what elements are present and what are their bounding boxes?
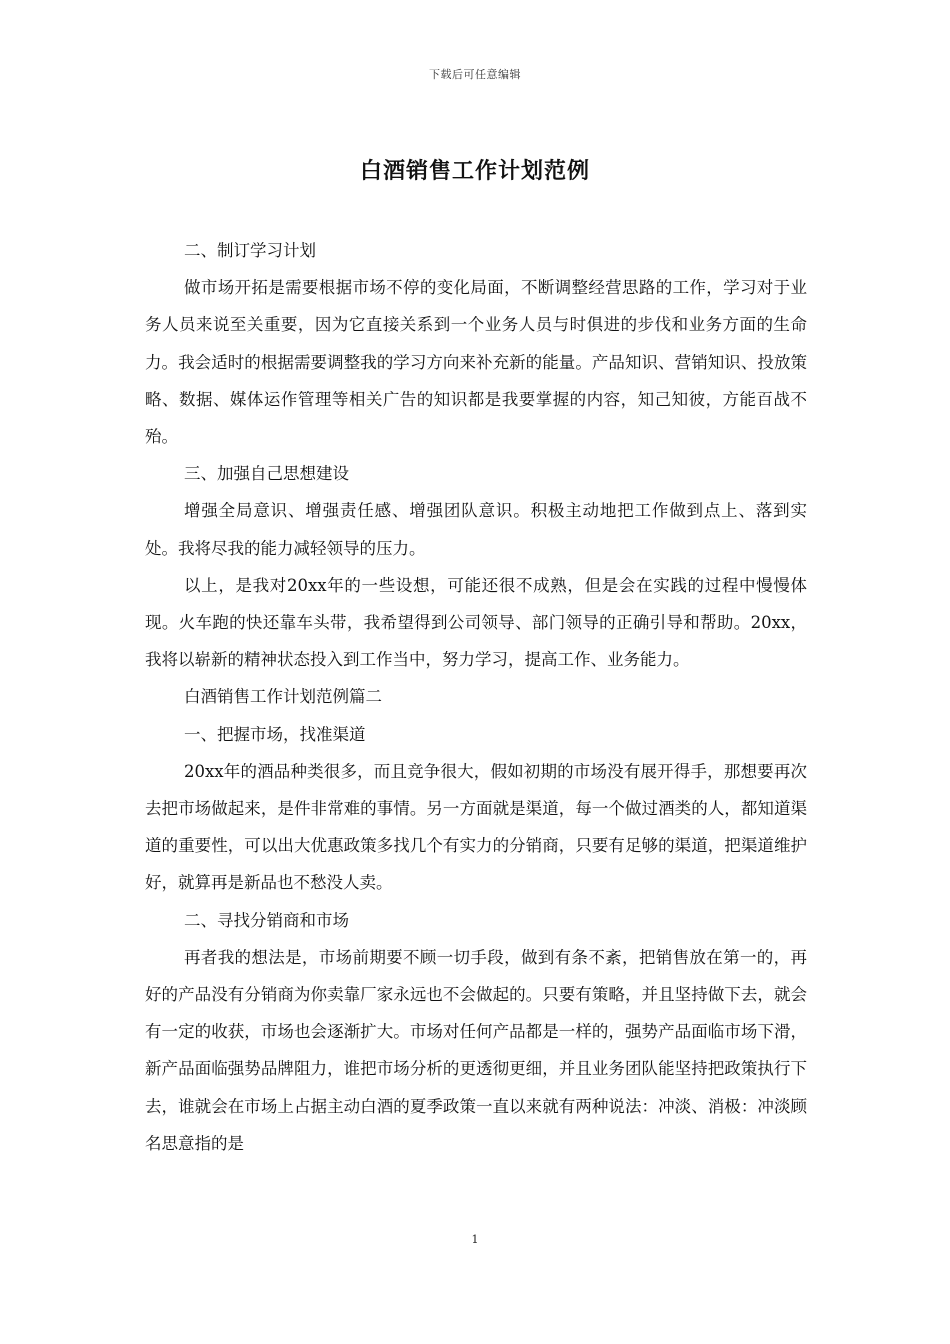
section-heading-market-channels: 一、把握市场，找准渠道 [184, 724, 366, 744]
page-number: 1 [471, 1233, 479, 1246]
paragraph-distributors: 再者我的想法是，市场前期要不顾一切手段，做到有条不紊，把销售放在第一的，再好的产品没有分销商为你卖靠厂家永远也不会做起的。只要有策略，并且坚持做下去，就会有一定的收获，市场也会逐渐扩大。市场对任何产品都是一样的，强势产品面临市场下滑，新产品面临强势品牌阻力，谁把市场分析的更透彻更细，并且业务团队能坚持把政策执行下去，谁就会在市场上占据主动白酒的夏季政策一直以来就有两种说法：冲淡、消极：冲淡顾名思意指的是 [145, 947, 807, 1153]
document-title: 白酒销售工作计划范例 [359, 158, 590, 184]
section-heading-ideology: 三、加强自己思想建设 [184, 464, 349, 484]
document-body [145, 232, 807, 1162]
paragraph-study-plan: 做市场开拓是需要根据市场不停的变化局面，不断调整经营思路的工作，学习对于业务人员来说至关重要，因为它直接关系到一个业务人员与时俱进的步伐和业务方面的生命力。我会适时的根据需要调整我的学习方向来补充新的能量。产品知识、营销知识、投放策略、数据、媒体运作管理等相关广告的知识都是我要掌握的内容，知己知彼，方能百战不殆。 [145, 278, 807, 447]
paragraph-market-channels: 20xx年的酒品种类很多，而且竞争很大，假如初期的市场没有展开得手，那想要再次去把市场做起来，是件非常难的事情。另一方面就是渠道，每一个做过酒类的人，都知道渠道的重要性，可以出大优惠政策多找几个有实力的分销商，只要有足够的渠道，把渠道维护好，就算再是新品也不愁没人卖。 [145, 761, 807, 893]
section-heading-study-plan: 二、制订学习计划 [184, 241, 316, 260]
paragraph-ideology: 增强全局意识、增强责任感、增强团队意识。积极主动地把工作做到点上、落到实处。我将尽我的能力减轻领导的压力。 [145, 501, 807, 558]
subtitle-part-two: 白酒销售工作计划范例篇二 [184, 687, 382, 707]
section-heading-distributors: 二、寻找分销商和市场 [184, 910, 349, 930]
header-note: 下载后可任意编辑 [429, 68, 521, 81]
paragraph-conclusion: 以上，是我对20xx年的一些设想，可能还很不成熟，但是会在实践的过程中慢慢体现。火车跑的快还靠车头带，我希望得到公司领导、部门领导的正确引导和帮助。20xx，我将以崭新的精神状态投入到工作当中，努力学习，提高工作、业务能力。 [145, 575, 807, 670]
